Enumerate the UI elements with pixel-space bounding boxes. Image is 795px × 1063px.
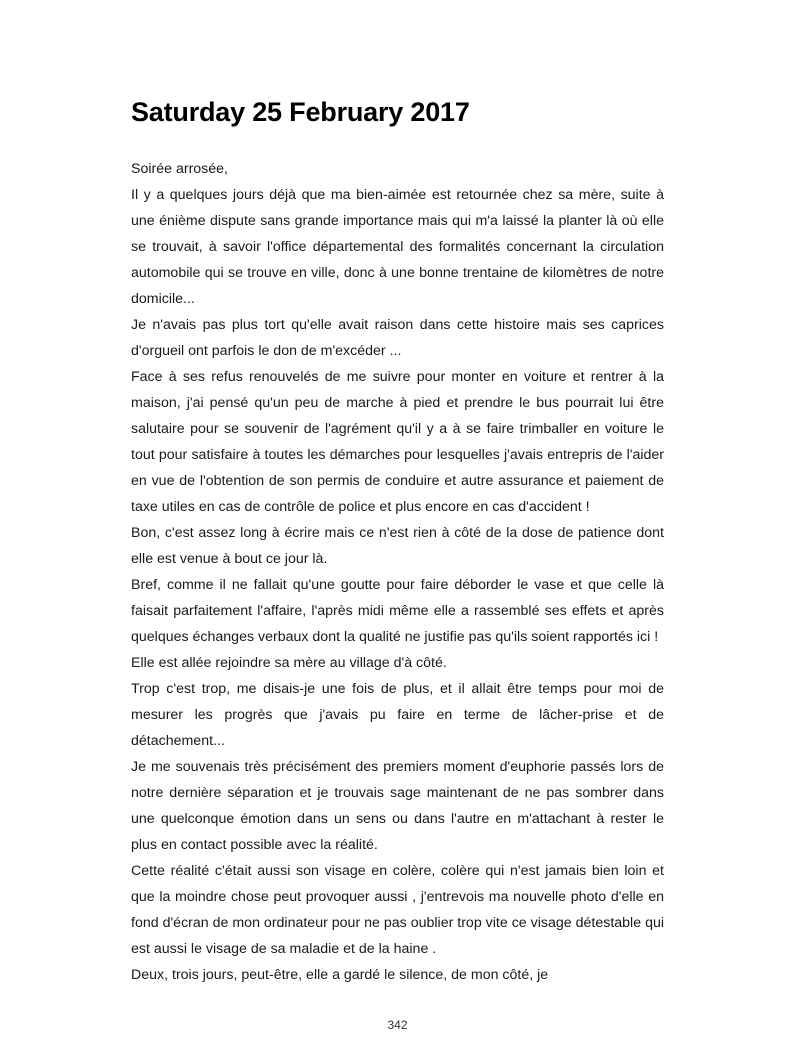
paragraph: Soirée arrosée, <box>131 161 228 178</box>
document-body <box>131 156 664 988</box>
paragraph: Bref, comme il ne fallait qu'une goutte pour faire déborder le vase et que celle là faisait parfaitement l'affaire, l'après midi même elle a rassemblé ses effets et après quelques échanges verbaux dont la qualité ne justifie pas qu'ils soient rapportés ici ! <box>131 577 664 646</box>
page-number: 342 <box>387 1018 408 1032</box>
paragraph: Je n'avais pas plus tort qu'elle avait raison dans cette histoire mais ses caprices d'orgueil ont parfois le don de m'excéder ... <box>131 317 664 360</box>
paragraph: Face à ses refus renouvelés de me suivre pour monter en voiture et rentrer à la maison, j'ai pensé qu'un peu de marche à pied et prendre le bus pourrait lui être salutaire pour se souvenir de l'agrément qu'il y a à se faire trimballer en voiture le tout pour satisfaire à toutes les démarches pour lesquelles j'avais entrepris de l'aider en vue de l'obtention de son permis de conduire et autre assurance et paiement de taxe utiles en cas de contrôle de police et plus encore en cas d'accident ! <box>131 369 664 516</box>
paragraph: Bon, c'est assez long à écrire mais ce n'est rien à côté de la dose de patience dont elle est venue à bout ce jour là. <box>131 525 664 568</box>
paragraph: Cette réalité c'était aussi son visage en colère, colère qui n'est jamais bien loin et que la moindre chose peut provoquer aussi , j'entrevois ma nouvelle photo d'elle en fond d'écran de mon ordinateur pour ne pas oublier trop vite ce visage détestable qui est aussi le visage de sa maladie et de la haine . <box>131 863 664 958</box>
paragraph: Elle est allée rejoindre sa mère au village d'à côté. <box>131 655 447 672</box>
document-content <box>131 96 664 988</box>
paragraph: Il y a quelques jours déjà que ma bien-aimée est retournée chez sa mère, suite à une énième dispute sans grande importance mais qui m'a laissé la planter là où elle se trouvait, à savoir l'office départemental des formalités concernant la circulation automobile qui se trouve en ville, donc à une bonne trentaine de kilomètres de notre domicile... <box>131 187 664 308</box>
paragraph: Deux, trois jours, peut-être, elle a gardé le silence, de mon côté, je <box>131 967 549 984</box>
paragraph: Trop c'est trop, me disais-je une fois de plus, et il allait être temps pour moi de mesurer les progrès que j'avais pu faire en terme de lâcher-prise et de détachement... <box>131 681 664 750</box>
page-title: Saturday 25 February 2017 <box>131 97 470 127</box>
paragraph: Je me souvenais très précisément des premiers moment d'euphorie passés lors de notre dernière séparation et je trouvais sage maintenant de ne pas sombrer dans une quelconque émotion dans un sens ou dans l'autre en m'attachant à rester le plus en contact possible avec la réalité. <box>131 759 664 854</box>
